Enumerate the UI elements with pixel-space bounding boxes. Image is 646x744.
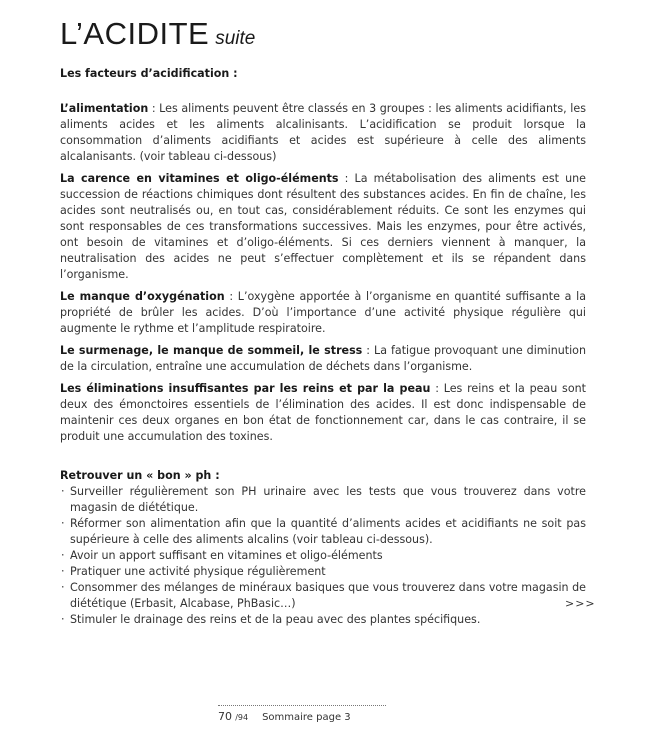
next-page-link[interactable]: >>>: [565, 597, 596, 610]
paragraph-label: Le surmenage, le manque de sommeil, le stress: [60, 344, 363, 357]
title-suffix: suite: [215, 28, 256, 49]
paragraph-separator: :: [224, 290, 238, 303]
page-number: 70: [218, 710, 232, 723]
article-body: [60, 66, 586, 628]
paragraph-surmenage: [60, 343, 586, 375]
paragraph-carence: [60, 171, 586, 283]
page-total: /94: [235, 713, 249, 722]
list-item: · Pratiquer une activité physique régulièrement: [60, 564, 586, 580]
paragraph-text: L’oxygène apportée à l’organisme en quantité suffisante a la propriété de brûler les acides. D’où l’importance d’une activité physique régulière qui augmente le rythme et l’amplitude respiratoire.: [60, 290, 586, 335]
paragraph-alimentation: [60, 101, 586, 165]
paragraph-oxygenation: [60, 289, 586, 337]
paragraph-text: La métabolisation des aliments est une succession de réactions chimiques dont résultent des substances acides. En fin de chaîne, les acides sont neutralisés ou, en tout cas, considérablement réduits. Ce sont les enzymes qui sont responsables de ces transformations successives. Mais les enzymes, pour être activés, ont besoin de vitamines et d’oligo-éléments. Si ces derniers viennent à manquer, la neutralisation des acides ne peut s’effectuer complètement et ils se répandent dans l’organisme.: [60, 172, 586, 281]
section-heading-factors: Les facteurs d’acidification :: [60, 67, 238, 80]
paragraph-text: Les aliments peuvent être classés en 3 groupes : les aliments acidifiants, les aliments acides et les aliments alcalinisants. L’acidification se produit lorsque la consommation d’aliments acidifiants et acides est supérieure à celle des aliments alcalanisants. (voir tableau ci-dessous): [60, 102, 586, 163]
paragraph-label: La carence en vitamines et oligo-éléments: [60, 172, 339, 185]
paragraph-separator: :: [362, 344, 375, 357]
paragraph-separator: :: [430, 382, 444, 395]
paragraph-label: L’alimentation: [60, 102, 149, 115]
paragraph-label: Le manque d’oxygénation: [60, 290, 225, 303]
list-item: · Réformer son alimentation afin que la quantité d’aliments acides et acidifiants ne soit pas supérieure à celle des aliments alcalins (voir tableau ci-dessous).: [60, 516, 586, 548]
title-main: L’ACIDITE: [60, 16, 210, 51]
paragraph-label: Les éliminations insuffisantes par les reins et par la peau: [60, 382, 431, 395]
page-title: [60, 16, 255, 52]
paragraph-separator: :: [148, 102, 160, 115]
page-footer: [218, 705, 386, 723]
paragraph-text: La fatigue provoquant une diminution de la circulation, entraîne une accumulation de déchets dans l’organisme.: [60, 344, 587, 373]
summary-link[interactable]: Sommaire page 3: [262, 712, 351, 723]
paragraph-eliminations: [60, 381, 586, 445]
section-heading-ph: Retrouver un « bon » ph :: [60, 469, 220, 482]
ph-advice-list: [60, 484, 586, 628]
list-item: · Surveiller régulièrement son PH urinaire avec les tests que vous trouverez dans votre magasin de diététique.: [60, 484, 586, 516]
paragraph-text: Les reins et la peau sont deux des émonctoires essentiels de l’élimination des acides. Il est donc indispensable de maintenir ces deux organes en bon état de fonctionnement car, dans le cas contraire, il se produit une accumulation des toxines.: [60, 382, 587, 443]
paragraph-separator: :: [338, 172, 355, 185]
list-item: · Avoir un apport suffisant en vitamines et oligo-éléments: [60, 548, 586, 564]
list-item: · Consommer des mélanges de minéraux basiques que vous trouverez dans votre magasin de diététique (Erbasit, Alcabase, PhBasic…): [60, 580, 586, 612]
list-item: · Stimuler le drainage des reins et de la peau avec des plantes spécifiques.: [60, 612, 586, 628]
